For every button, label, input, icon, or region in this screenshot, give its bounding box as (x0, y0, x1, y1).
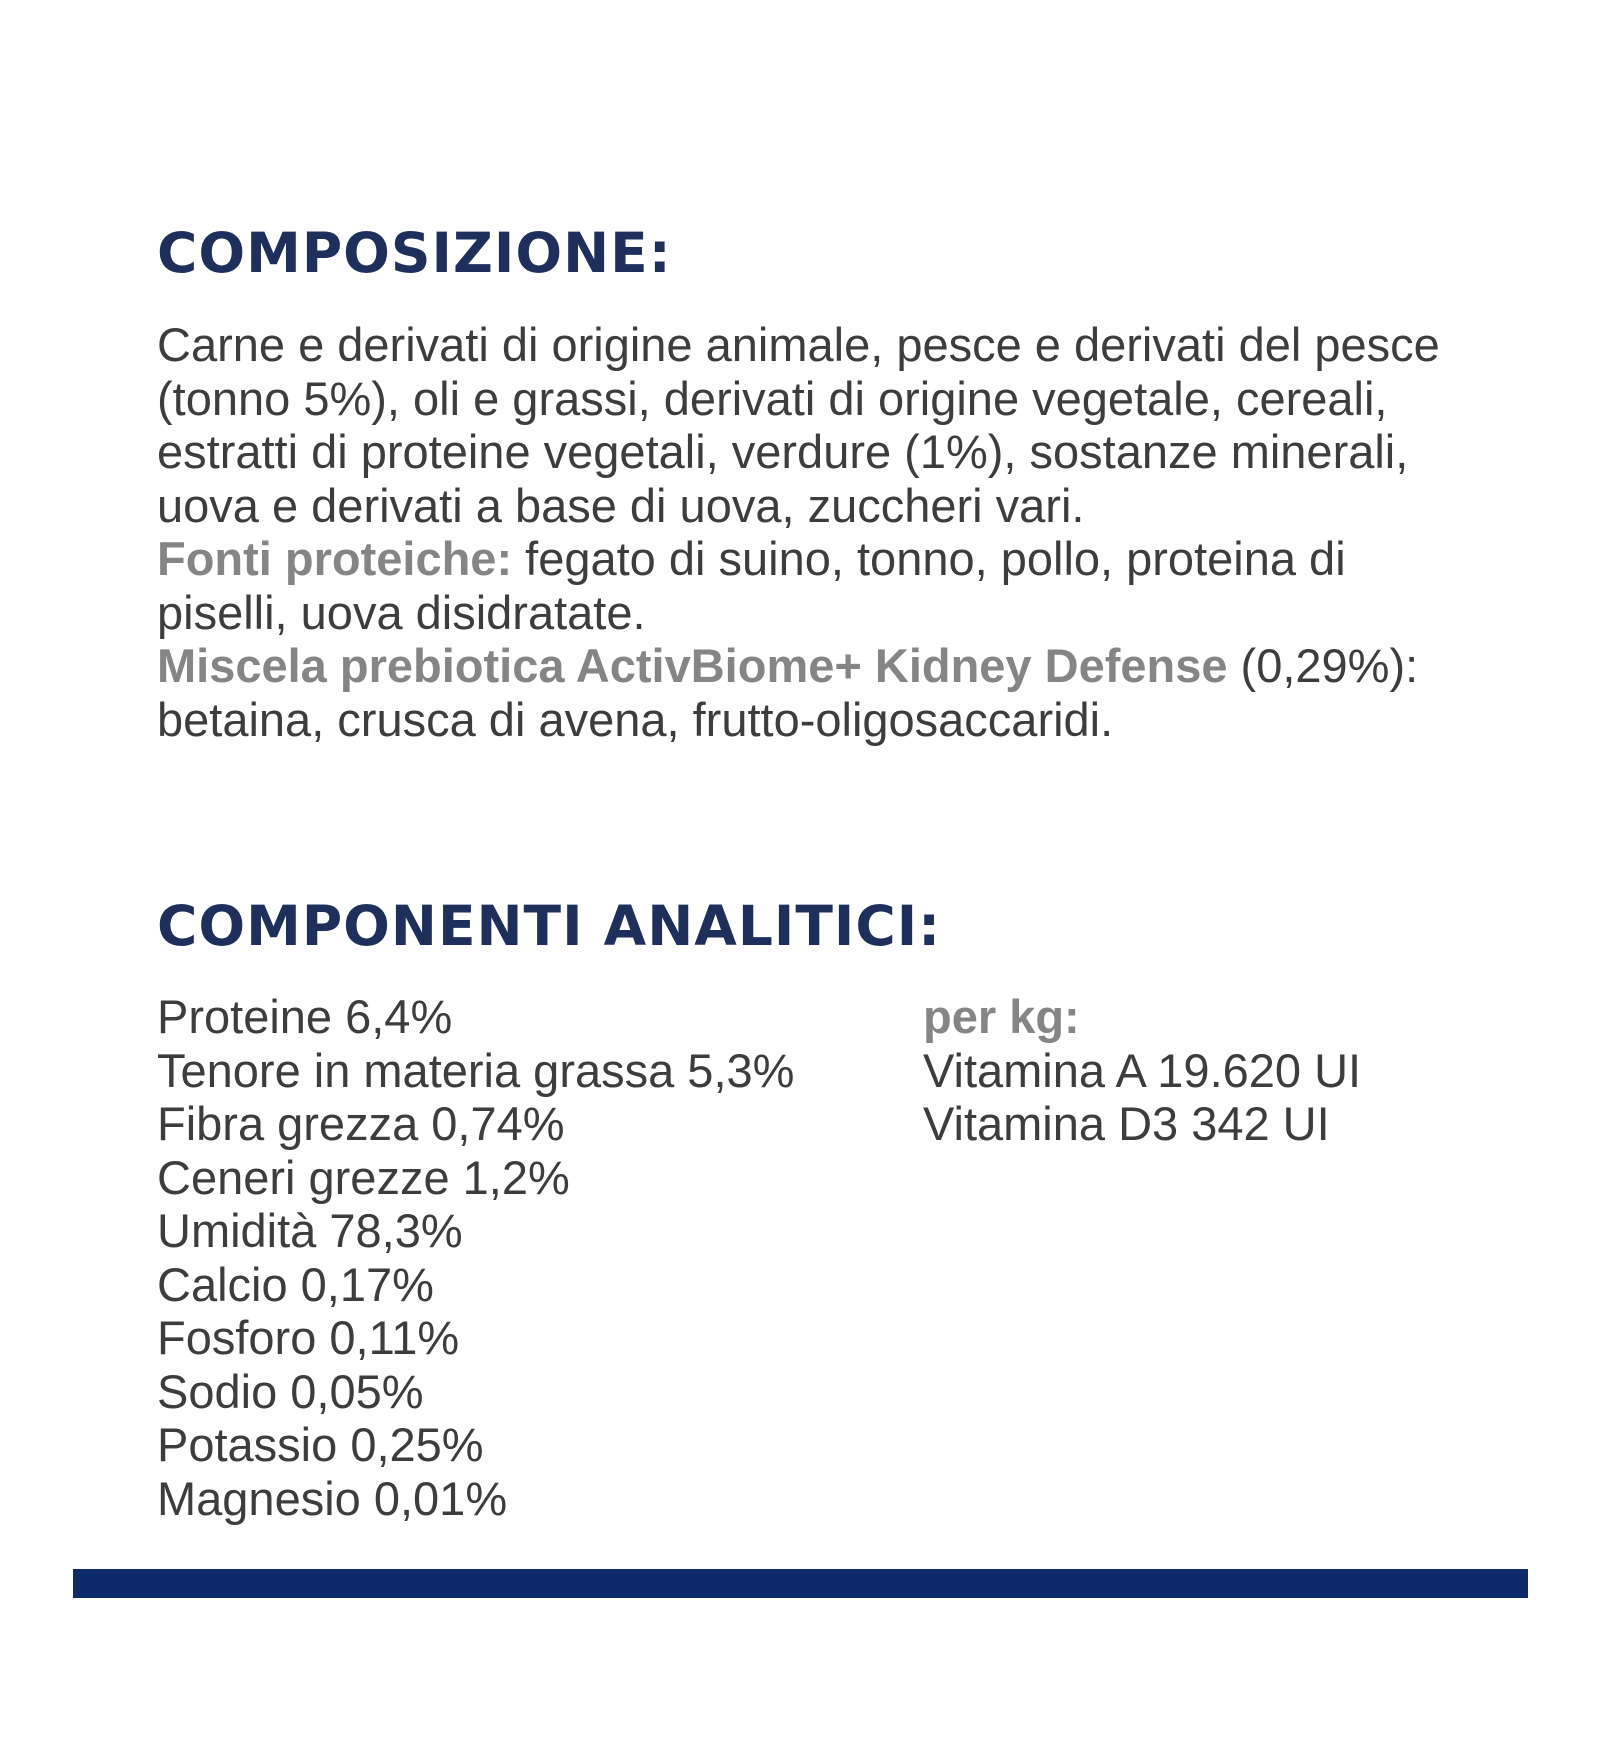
vitamin-item: Vitamina A 19.620 UI (923, 1043, 1362, 1097)
vitamins-list (923, 990, 1361, 1151)
per-kg-label: per kg: (923, 990, 1080, 1043)
analytic-item: Umidità 78,3% (157, 1204, 463, 1257)
componenti-heading: COMPONENTI ANALITICI: (157, 894, 942, 958)
analytic-item: Fibra grezza 0,74% (157, 1097, 565, 1150)
protein-sources-text: fegato di suino, tonno, pollo, proteina di piselli, uova disidratate. (157, 532, 1346, 639)
prebiotic-label: Miscela prebiotica ActivBiome+ Kidney Defense (157, 639, 1228, 692)
composizione-heading: COMPOSIZIONE: (157, 221, 672, 285)
analytic-item: Potassio 0,25% (157, 1418, 484, 1471)
ingredients-text: Carne e derivati di origine animale, pesce e derivati del pesce (tonno 5%), oli e grassi, derivati di origine vegetale, cereali, estratti di proteine vegetali, verdure (1%), sostanze minerali, uova e derivati a base di uova, zuccheri vari. (157, 318, 1440, 532)
analytics-list (157, 990, 794, 1525)
analytic-item: Fosforo 0,11% (157, 1311, 460, 1364)
composition-text (157, 318, 1477, 746)
analytic-item: Tenore in materia grassa 5,3% (157, 1043, 795, 1097)
analytic-item: Calcio 0,17% (157, 1257, 434, 1311)
prebiotic-blend (157, 639, 1477, 746)
protein-sources (157, 532, 1477, 639)
analytic-item: Magnesio 0,01% (157, 1471, 508, 1525)
protein-sources-label: Fonti proteiche: (157, 532, 513, 585)
analytic-item: Sodio 0,05% (157, 1364, 424, 1418)
footer-bar (73, 1569, 1528, 1598)
prebiotic-text: (0,29%): betaina, crusca di avena, frutto-oligosaccaridi. (157, 639, 1419, 746)
vitamin-item: Vitamina D3 342 UI (923, 1097, 1330, 1150)
analytic-item: Ceneri grezze 1,2% (157, 1150, 570, 1204)
analytic-item: Proteine 6,4% (157, 990, 453, 1043)
